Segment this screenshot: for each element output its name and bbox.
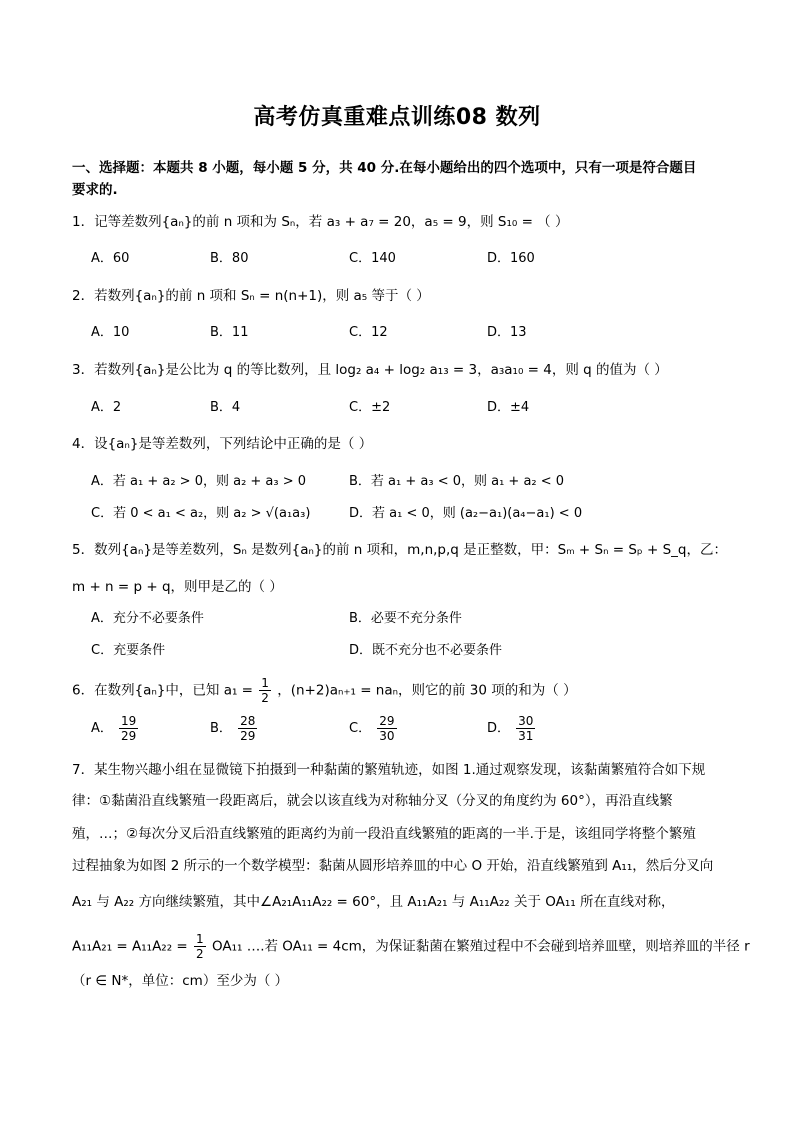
fraction-denominator: 2 [196, 947, 204, 961]
question-5-stem-line2: m + n = p + q，则甲是乙的（ ） [72, 579, 283, 595]
q3-option-c: C．±2 [349, 400, 391, 415]
option-fraction [119, 714, 138, 743]
q7-line6-suffix: OA₁₁ ….若 OA₁₁ = 4cm，为保证黏菌在繁殖过程中不会碰到培养皿壁，则培养皿的半径 r [211, 938, 750, 955]
q1-option-b: B．80 [210, 251, 249, 266]
q2-option-c: C．12 [349, 325, 388, 340]
question-7-line3: 殖，…；②每次分叉后沿直线繁殖的距离约为前一段沿直线繁殖的距离的一半.于是，该组同学将整个繁殖 [72, 826, 696, 842]
fraction-numerator: 30 [518, 714, 534, 728]
option-fraction [377, 714, 396, 743]
q6-option-a [91, 714, 140, 744]
q1-option-c: C．140 [349, 251, 396, 266]
fraction-numerator: 28 [240, 714, 256, 728]
question-3-stem: 3．若数列{aₙ}是公比为 q 的等比数列，且 log₂ a₄ + log₂ a₁₃ = 3，a₃a₁₀ = 4，则 q 的值为（ ） [72, 362, 668, 378]
section-heading-line1: 一、选择题：本题共 8 小题，每小题 5 分，共 40 分.在每小题给出的四个选项中，只有一项是符合题目 [72, 160, 697, 176]
q5-option-a: A．充分不必要条件 [91, 611, 204, 626]
fraction-denominator: 31 [518, 729, 534, 743]
option-fraction [238, 714, 257, 743]
fraction-denominator: 29 [121, 729, 137, 743]
q4-option-c: C．若 0 < a₁ < a₂，则 a₂ > √(a₁a₃) [91, 506, 311, 521]
q6-stem-fraction [259, 676, 271, 705]
question-7-line7: （r ∈ N*，单位：cm）至少为（ ） [72, 973, 289, 989]
page-title: 高考仿真重难点训练08 数列 [253, 105, 541, 130]
q7-line6-prefix: A₁₁A₂₁ = A₁₁A₂₂ = [72, 938, 188, 955]
q1-option-d: D．160 [487, 251, 535, 266]
fraction-numerator: 1 [196, 932, 204, 946]
q6-option-b [210, 714, 259, 744]
q5-option-b: B．必要不充分条件 [349, 611, 462, 626]
q3-option-b: B．4 [210, 400, 241, 415]
fraction-denominator: 29 [240, 729, 256, 743]
option-label: D． [487, 721, 511, 736]
q4-option-b: B．若 a₁ + a₃ < 0，则 a₁ + a₂ < 0 [349, 474, 565, 489]
question-7-line4: 过程抽象为如图 2 所示的一个数学模型：黏菌从圆形培养皿的中心 O 开始，沿直线繁殖到 A₁₁，然后分叉向 [72, 858, 714, 874]
question-2-stem: 2．若数列{aₙ}的前 n 项和 Sₙ = n(n+1)，则 a₅ 等于（ ） [72, 288, 430, 304]
question-7-line1: 7．某生物兴趣小组在显微镜下拍摄到一种黏菌的繁殖轨迹，如图 1.通过观察发现，该黏菌繁殖符合如下规 [72, 762, 706, 778]
option-label: A． [91, 721, 113, 736]
fraction-denominator: 2 [261, 691, 269, 705]
fraction-numerator: 19 [121, 714, 137, 728]
q3-option-d: D．±4 [487, 400, 530, 415]
q6-option-d [487, 714, 537, 744]
question-5-stem-line1: 5．数列{aₙ}是等差数列，Sₙ 是数列{aₙ}的前 n 项和，m,n,p,q 是正整数，甲：Sₘ + Sₙ = Sₚ + S_q，乙： [72, 542, 727, 558]
q5-option-c: C．充要条件 [91, 643, 166, 658]
fraction-numerator: 29 [379, 714, 395, 728]
question-4-stem: 4．设{aₙ}是等差数列，下列结论中正确的是（ ） [72, 436, 373, 452]
q2-option-d: D．13 [487, 325, 527, 340]
q4-option-a: A．若 a₁ + a₂ > 0，则 a₂ + a₃ > 0 [91, 474, 307, 489]
fraction-numerator: 1 [261, 676, 269, 690]
section-heading-line2: 要求的. [72, 182, 118, 198]
option-fraction [516, 714, 535, 743]
q3-option-a: A．2 [91, 400, 122, 415]
q6-stem-prefix: 6．在数列{aₙ}中，已知 a₁ = [72, 682, 253, 699]
question-7-line6 [72, 932, 750, 961]
q6-option-c [349, 714, 399, 744]
option-label: C． [349, 721, 372, 736]
q1-option-a: A．60 [91, 251, 130, 266]
q2-option-b: B．11 [210, 325, 249, 340]
q4-option-d: D．若 a₁ < 0，则 (a₂−a₁)(a₄−a₁) < 0 [349, 506, 583, 521]
fraction-denominator: 30 [379, 729, 395, 743]
question-7-line2: 律：①黏菌沿直线繁殖一段距离后，就会以该直线为对称轴分叉（分叉的角度约为 60°），再沿直线繁 [72, 793, 673, 809]
q5-option-d: D．既不充分也不必要条件 [349, 643, 503, 658]
q2-option-a: A．10 [91, 325, 130, 340]
option-label: B． [210, 721, 232, 736]
question-7-line5: A₂₁ 与 A₂₂ 方向继续繁殖，其中∠A₂₁A₁₁A₂₂ = 60°，且 A₁₁A₂₁ 与 A₁₁A₂₂ 关于 OA₁₁ 所在直线对称， [72, 894, 675, 910]
question-6-stem [72, 676, 732, 705]
q7-fraction [194, 932, 206, 961]
question-1-stem: 1．记等差数列{aₙ}的前 n 项和为 Sₙ，若 a₃ + a₇ = 20，a₅ = 9，则 S₁₀ = （ ） [72, 214, 569, 230]
q6-stem-suffix: ，(n+2)aₙ₊₁ = naₙ，则它的前 30 项的和为（ ） [277, 682, 577, 699]
